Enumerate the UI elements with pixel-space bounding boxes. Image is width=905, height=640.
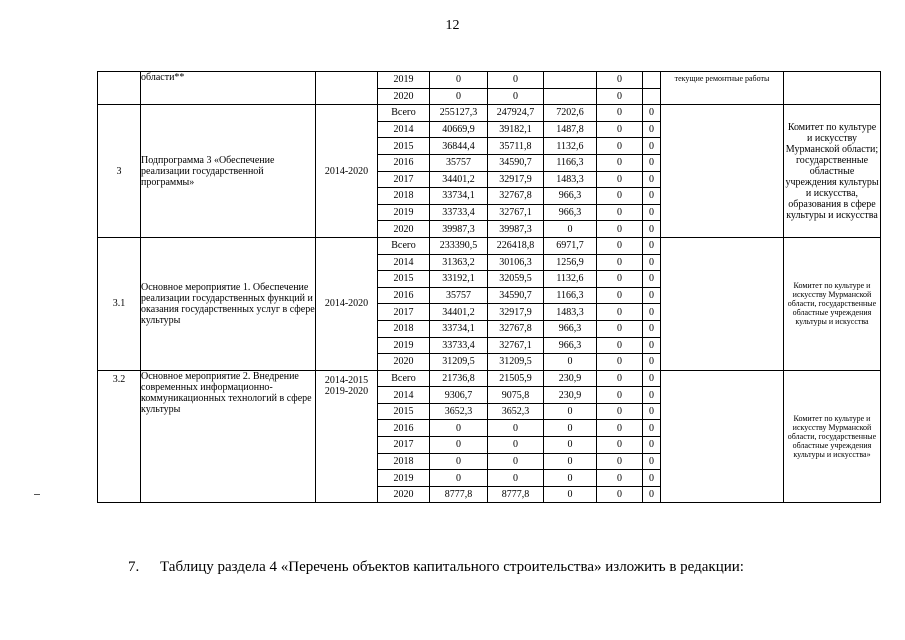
- year-cell: 2020: [378, 221, 430, 238]
- value-cell-v4: 0: [597, 237, 643, 254]
- result-cell: текущие ремонтные работы: [661, 72, 784, 105]
- value-cell-v3: 966,3: [544, 337, 597, 354]
- value-cell-v2: 32767,1: [488, 204, 544, 221]
- value-cell-v1: 0: [430, 88, 488, 105]
- value-cell-v3: 6971,7: [544, 237, 597, 254]
- year-cell: 2014: [378, 254, 430, 271]
- value-cell-v1: 0: [430, 437, 488, 454]
- value-cell-v5: [643, 88, 661, 105]
- value-cell-v1: 33192,1: [430, 271, 488, 288]
- value-cell-v1: 31209,5: [430, 354, 488, 371]
- value-cell-v4: 0: [597, 121, 643, 138]
- value-cell-v1: 8777,8: [430, 486, 488, 503]
- value-cell-v2: 39987,3: [488, 221, 544, 238]
- value-cell-v1: 9306,7: [430, 387, 488, 404]
- value-cell-v1: 36844,4: [430, 138, 488, 155]
- year-cell: 2017: [378, 304, 430, 321]
- measure-name-cell: Основное мероприятие 1. Обеспечение реализации государственных функций и оказания государственных услуг в сфере культуры: [141, 237, 316, 370]
- value-cell-v4: 0: [597, 88, 643, 105]
- value-cell-v3: 1166,3: [544, 154, 597, 171]
- value-cell-v2: 0: [488, 453, 544, 470]
- result-cell: [661, 237, 784, 370]
- value-cell-v4: 0: [597, 287, 643, 304]
- value-cell-v3: 1256,9: [544, 254, 597, 271]
- value-cell-v2: 0: [488, 437, 544, 454]
- row-number-cell: 3: [98, 105, 141, 238]
- value-cell-v4: 0: [597, 221, 643, 238]
- value-cell-v4: 0: [597, 72, 643, 89]
- result-cell: [661, 105, 784, 238]
- value-cell-v2: 9075,8: [488, 387, 544, 404]
- value-cell-v5: 0: [643, 237, 661, 254]
- year-cell: 2016: [378, 154, 430, 171]
- value-cell-v3: 1132,6: [544, 138, 597, 155]
- year-cell: 2019: [378, 337, 430, 354]
- value-cell-v3: 230,9: [544, 370, 597, 387]
- value-cell-v5: [643, 72, 661, 89]
- value-cell-v3: 0: [544, 470, 597, 487]
- value-cell-v3: 0: [544, 403, 597, 420]
- value-cell-v4: 0: [597, 354, 643, 371]
- year-cell: 2019: [378, 204, 430, 221]
- value-cell-v2: 32059,5: [488, 271, 544, 288]
- value-cell-v2: 0: [488, 470, 544, 487]
- value-cell-v3: 1132,6: [544, 271, 597, 288]
- value-cell-v1: 0: [430, 72, 488, 89]
- table-row: [98, 105, 881, 122]
- margin-mark: [34, 494, 40, 495]
- value-cell-v2: 31209,5: [488, 354, 544, 371]
- value-cell-v2: 226418,8: [488, 237, 544, 254]
- value-cell-v4: 0: [597, 254, 643, 271]
- value-cell-v3: 966,3: [544, 204, 597, 221]
- value-cell-v2: 35711,8: [488, 138, 544, 155]
- value-cell-v1: 0: [430, 453, 488, 470]
- value-cell-v5: 0: [643, 271, 661, 288]
- value-cell-v1: 255127,3: [430, 105, 488, 122]
- value-cell-v5: 0: [643, 287, 661, 304]
- value-cell-v2: 0: [488, 420, 544, 437]
- value-cell-v1: 233390,5: [430, 237, 488, 254]
- year-cell: Всего: [378, 237, 430, 254]
- value-cell-v3: 230,9: [544, 387, 597, 404]
- value-cell-v5: 0: [643, 337, 661, 354]
- value-cell-v2: 8777,8: [488, 486, 544, 503]
- value-cell-v3: 0: [544, 437, 597, 454]
- year-cell: 2017: [378, 437, 430, 454]
- executor-cell: Комитет по культуре и искусству Мурманской области; государственные областные учреждения культуры и искусства, образования в сфере культуры и искусства: [784, 105, 881, 238]
- year-cell: 2017: [378, 171, 430, 188]
- value-cell-v2: 0: [488, 88, 544, 105]
- value-cell-v2: 32917,9: [488, 171, 544, 188]
- year-cell: 2019: [378, 470, 430, 487]
- year-cell: 2018: [378, 453, 430, 470]
- value-cell-v2: 34590,7: [488, 154, 544, 171]
- value-cell-v5: 0: [643, 453, 661, 470]
- value-cell-v1: 0: [430, 470, 488, 487]
- value-cell-v5: 0: [643, 387, 661, 404]
- value-cell-v1: 40669,9: [430, 121, 488, 138]
- value-cell-v3: 1483,3: [544, 304, 597, 321]
- value-cell-v3: 966,3: [544, 188, 597, 205]
- value-cell-v5: 0: [643, 437, 661, 454]
- page-number: 12: [445, 18, 460, 33]
- value-cell-v3: 1483,3: [544, 171, 597, 188]
- value-cell-v1: 33733,4: [430, 337, 488, 354]
- value-cell-v2: 3652,3: [488, 403, 544, 420]
- value-cell-v1: 33734,1: [430, 320, 488, 337]
- value-cell-v4: 0: [597, 154, 643, 171]
- period-cell: 2014-2020: [316, 237, 378, 370]
- value-cell-v4: 0: [597, 105, 643, 122]
- value-cell-v1: 31363,2: [430, 254, 488, 271]
- value-cell-v3: [544, 88, 597, 105]
- executor-cell: [784, 72, 881, 105]
- value-cell-v3: 0: [544, 453, 597, 470]
- value-cell-v5: 0: [643, 138, 661, 155]
- value-cell-v4: 0: [597, 271, 643, 288]
- year-cell: 2018: [378, 320, 430, 337]
- year-cell: 2020: [378, 486, 430, 503]
- value-cell-v2: 34590,7: [488, 287, 544, 304]
- measure-name-cell: области**: [141, 72, 316, 105]
- value-cell-v2: 247924,7: [488, 105, 544, 122]
- year-cell: 2014: [378, 121, 430, 138]
- value-cell-v4: 0: [597, 171, 643, 188]
- value-cell-v3: 7202,6: [544, 105, 597, 122]
- value-cell-v4: 0: [597, 138, 643, 155]
- value-cell-v2: 0: [488, 72, 544, 89]
- value-cell-v4: 0: [597, 437, 643, 454]
- value-cell-v5: 0: [643, 121, 661, 138]
- measure-name-cell: Основное мероприятие 2. Внедрение современных информационно-коммуникационных технологий в сфере культуры: [141, 370, 316, 503]
- value-cell-v5: 0: [643, 486, 661, 503]
- value-cell-v3: 1166,3: [544, 287, 597, 304]
- value-cell-v4: 0: [597, 337, 643, 354]
- value-cell-v1: 34401,2: [430, 171, 488, 188]
- value-cell-v1: 39987,3: [430, 221, 488, 238]
- value-cell-v1: 0: [430, 420, 488, 437]
- period-cell: [316, 72, 378, 105]
- paragraph-text: Таблицу раздела 4 «Перечень объектов капитального строительства» изложить в редакции:: [160, 559, 744, 575]
- executor-cell: Комитет по культуре и искусству Мурманской области, государственные областные учреждения культуры и искусства: [784, 237, 881, 370]
- value-cell-v5: 0: [643, 254, 661, 271]
- year-cell: 2018: [378, 188, 430, 205]
- value-cell-v2: 32767,8: [488, 188, 544, 205]
- value-cell-v4: 0: [597, 420, 643, 437]
- value-cell-v5: 0: [643, 354, 661, 371]
- value-cell-v3: 1487,8: [544, 121, 597, 138]
- period-cell: 2014-2020: [316, 105, 378, 238]
- year-cell: Всего: [378, 370, 430, 387]
- value-cell-v3: 0: [544, 420, 597, 437]
- paragraph-number: 7.: [128, 559, 140, 575]
- value-cell-v4: 0: [597, 453, 643, 470]
- executor-cell: Комитет по культуре и искусству Мурманской области, государственные областные учреждения культуры и искусства»: [784, 370, 881, 503]
- value-cell-v4: 0: [597, 320, 643, 337]
- value-cell-v5: 0: [643, 204, 661, 221]
- value-cell-v2: 32767,8: [488, 320, 544, 337]
- value-cell-v4: 0: [597, 387, 643, 404]
- value-cell-v1: 21736,8: [430, 370, 488, 387]
- value-cell-v3: 0: [544, 221, 597, 238]
- value-cell-v3: [544, 72, 597, 89]
- result-cell: [661, 370, 784, 503]
- value-cell-v2: 32767,1: [488, 337, 544, 354]
- table-body: [98, 72, 881, 503]
- year-cell: 2015: [378, 403, 430, 420]
- value-cell-v2: 21505,9: [488, 370, 544, 387]
- value-cell-v5: 0: [643, 304, 661, 321]
- table-row: [98, 237, 881, 254]
- year-cell: 2014: [378, 387, 430, 404]
- year-cell: 2015: [378, 271, 430, 288]
- value-cell-v5: 0: [643, 188, 661, 205]
- year-cell: 2015: [378, 138, 430, 155]
- row-number-cell: [98, 72, 141, 105]
- value-cell-v5: 0: [643, 320, 661, 337]
- row-number-cell: 3.2: [98, 370, 141, 503]
- value-cell-v1: 35757: [430, 154, 488, 171]
- value-cell-v4: 0: [597, 470, 643, 487]
- value-cell-v5: 0: [643, 370, 661, 387]
- value-cell-v4: 0: [597, 304, 643, 321]
- year-cell: 2016: [378, 420, 430, 437]
- period-cell: 2014-2015 2019-2020: [316, 370, 378, 503]
- value-cell-v5: 0: [643, 403, 661, 420]
- value-cell-v5: 0: [643, 154, 661, 171]
- value-cell-v2: 32917,9: [488, 304, 544, 321]
- value-cell-v1: 33733,4: [430, 204, 488, 221]
- value-cell-v1: 35757: [430, 287, 488, 304]
- year-cell: 2020: [378, 88, 430, 105]
- value-cell-v5: 0: [643, 105, 661, 122]
- year-cell: 2019: [378, 72, 430, 89]
- table-row: [98, 370, 881, 387]
- year-cell: 2020: [378, 354, 430, 371]
- value-cell-v2: 30106,3: [488, 254, 544, 271]
- row-number-cell: 3.1: [98, 237, 141, 370]
- value-cell-v4: 0: [597, 486, 643, 503]
- value-cell-v5: 0: [643, 221, 661, 238]
- value-cell-v1: 33734,1: [430, 188, 488, 205]
- year-cell: Всего: [378, 105, 430, 122]
- value-cell-v4: 0: [597, 370, 643, 387]
- value-cell-v2: 39182,1: [488, 121, 544, 138]
- value-cell-v5: 0: [643, 470, 661, 487]
- value-cell-v4: 0: [597, 403, 643, 420]
- value-cell-v4: 0: [597, 204, 643, 221]
- program-table: [97, 71, 881, 503]
- value-cell-v4: 0: [597, 188, 643, 205]
- measure-name-cell: Подпрограмма 3 «Обеспечение реализации государственной программы»: [141, 105, 316, 238]
- table-row: [98, 72, 881, 89]
- value-cell-v5: 0: [643, 420, 661, 437]
- value-cell-v3: 0: [544, 354, 597, 371]
- value-cell-v5: 0: [643, 171, 661, 188]
- value-cell-v1: 3652,3: [430, 403, 488, 420]
- value-cell-v3: 0: [544, 486, 597, 503]
- year-cell: 2016: [378, 287, 430, 304]
- value-cell-v3: 966,3: [544, 320, 597, 337]
- value-cell-v1: 34401,2: [430, 304, 488, 321]
